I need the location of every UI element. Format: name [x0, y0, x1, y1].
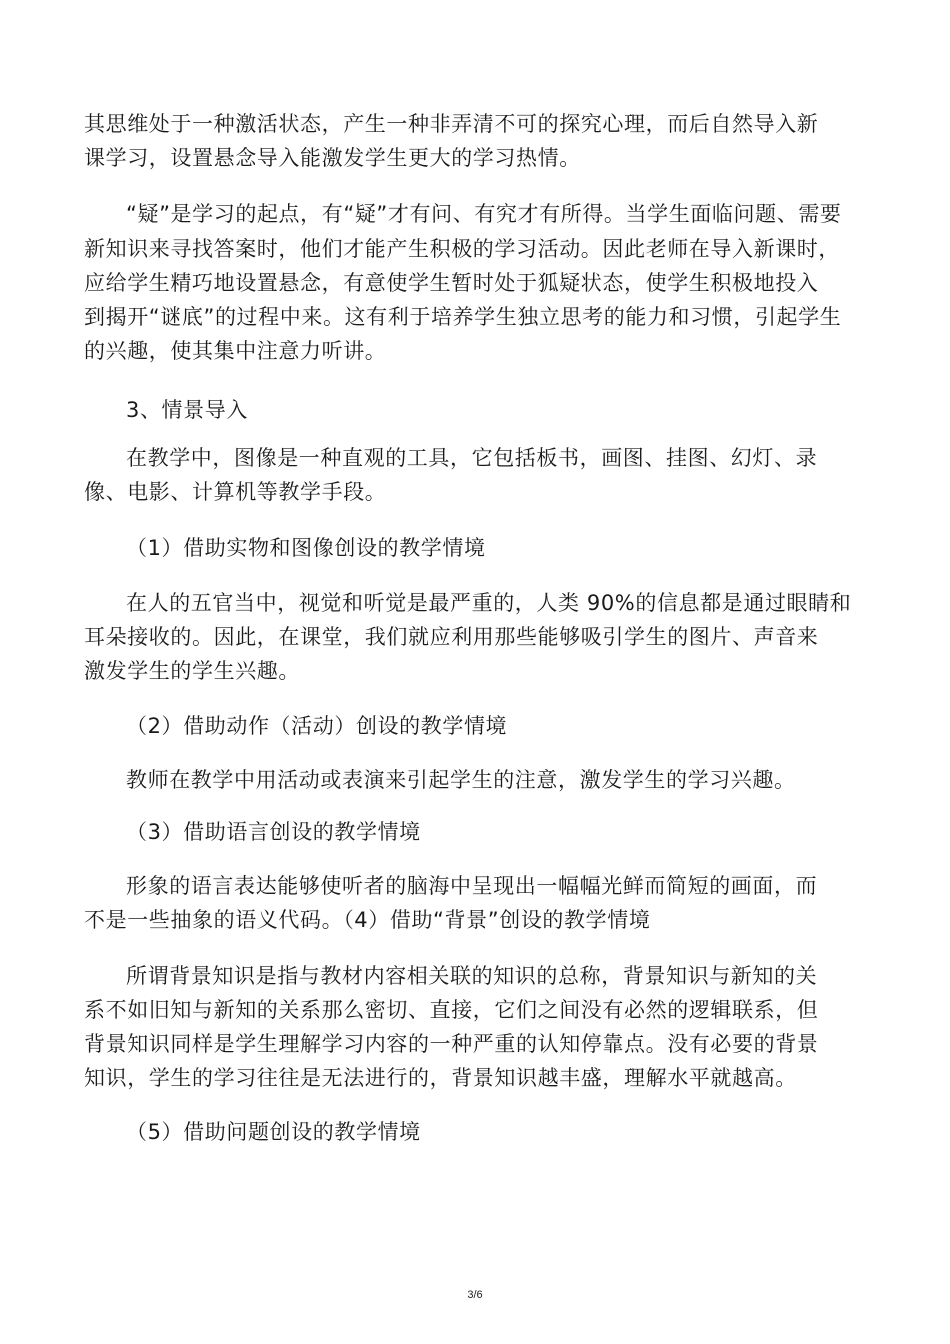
- section-heading: 3、情景导入: [126, 398, 248, 422]
- subsection-heading: （3）借助语言创设的教学情境: [126, 820, 421, 844]
- paragraph-line: 在人的五官当中，视觉和听觉是最严重的，人类 90%的信息都是通过眼睛和: [126, 591, 852, 615]
- subsection-heading: （2）借助动作（活动）创设的教学情境: [126, 714, 508, 738]
- paragraph-line: 到揭开“谜底”的过程中来。这有利于培养学生独立思考的能力和习惯，引起学生: [84, 305, 842, 329]
- subsection-heading: （5）借助问题创设的教学情境: [126, 1120, 421, 1144]
- paragraph-line: 新知识来寻找答案时，他们才能产生积极的学习活动。因此老师在导入新课时，: [84, 237, 840, 261]
- subsection-heading: （1）借助实物和图像创设的教学情境: [126, 536, 486, 560]
- paragraph-line: 所谓背景知识是指与教材内容相关联的知识的总称，背景知识与新知的关: [126, 964, 818, 988]
- paragraph-line: 像、电影、计算机等教学手段。: [84, 480, 387, 504]
- paragraph-line: 形象的语言表达能够使听者的脑海中呈现出一幅幅光鲜而简短的画面，而: [126, 874, 818, 898]
- paragraph-line: 不是一些抽象的语义代码。（4）借助“背景”创设的教学情境: [84, 908, 651, 932]
- page-number: 3/6: [467, 1289, 483, 1301]
- paragraph-line: 激发学生的学生兴趣。: [84, 659, 300, 683]
- paragraph-line: 应给学生精巧地设置悬念，有意使学生暂时处于狐疑状态，使学生积极地投入: [84, 271, 819, 295]
- paragraph-line: 的兴趣，使其集中注意力听讲。: [84, 339, 387, 363]
- paragraph-line: 课学习，设置悬念导入能激发学生更大的学习热情。: [84, 146, 581, 170]
- paragraph-line: 教师在教学中用活动或表演来引起学生的注意，激发学生的学习兴趣。: [126, 768, 796, 792]
- paragraph-line: 知识，学生的学习往往是无法进行的，背景知识越丰盛，理解水平就越高。: [84, 1066, 797, 1090]
- paragraph-line: 其思维处于一种激活状态，产生一种非弄清不可的探究心理，而后自然导入新: [84, 112, 819, 136]
- paragraph-line: “疑”是学习的起点，有“疑”才有问、有究才有所得。当学生面临问题、需要: [126, 202, 842, 226]
- paragraph-line: 系不如旧知与新知的关系那么密切、直接，它们之间没有必然的逻辑联系，但: [84, 998, 819, 1022]
- paragraph-line: 耳朵接收的。因此，在课堂，我们就应利用那些能够吸引学生的图片、声音来: [84, 625, 819, 649]
- paragraph-line: 背景知识同样是学生理解学习内容的一种严重的认知停靠点。没有必要的背景: [84, 1032, 819, 1056]
- paragraph-line: 在教学中，图像是一种直观的工具，它包括板书，画图、挂图、幻灯、录: [126, 446, 818, 470]
